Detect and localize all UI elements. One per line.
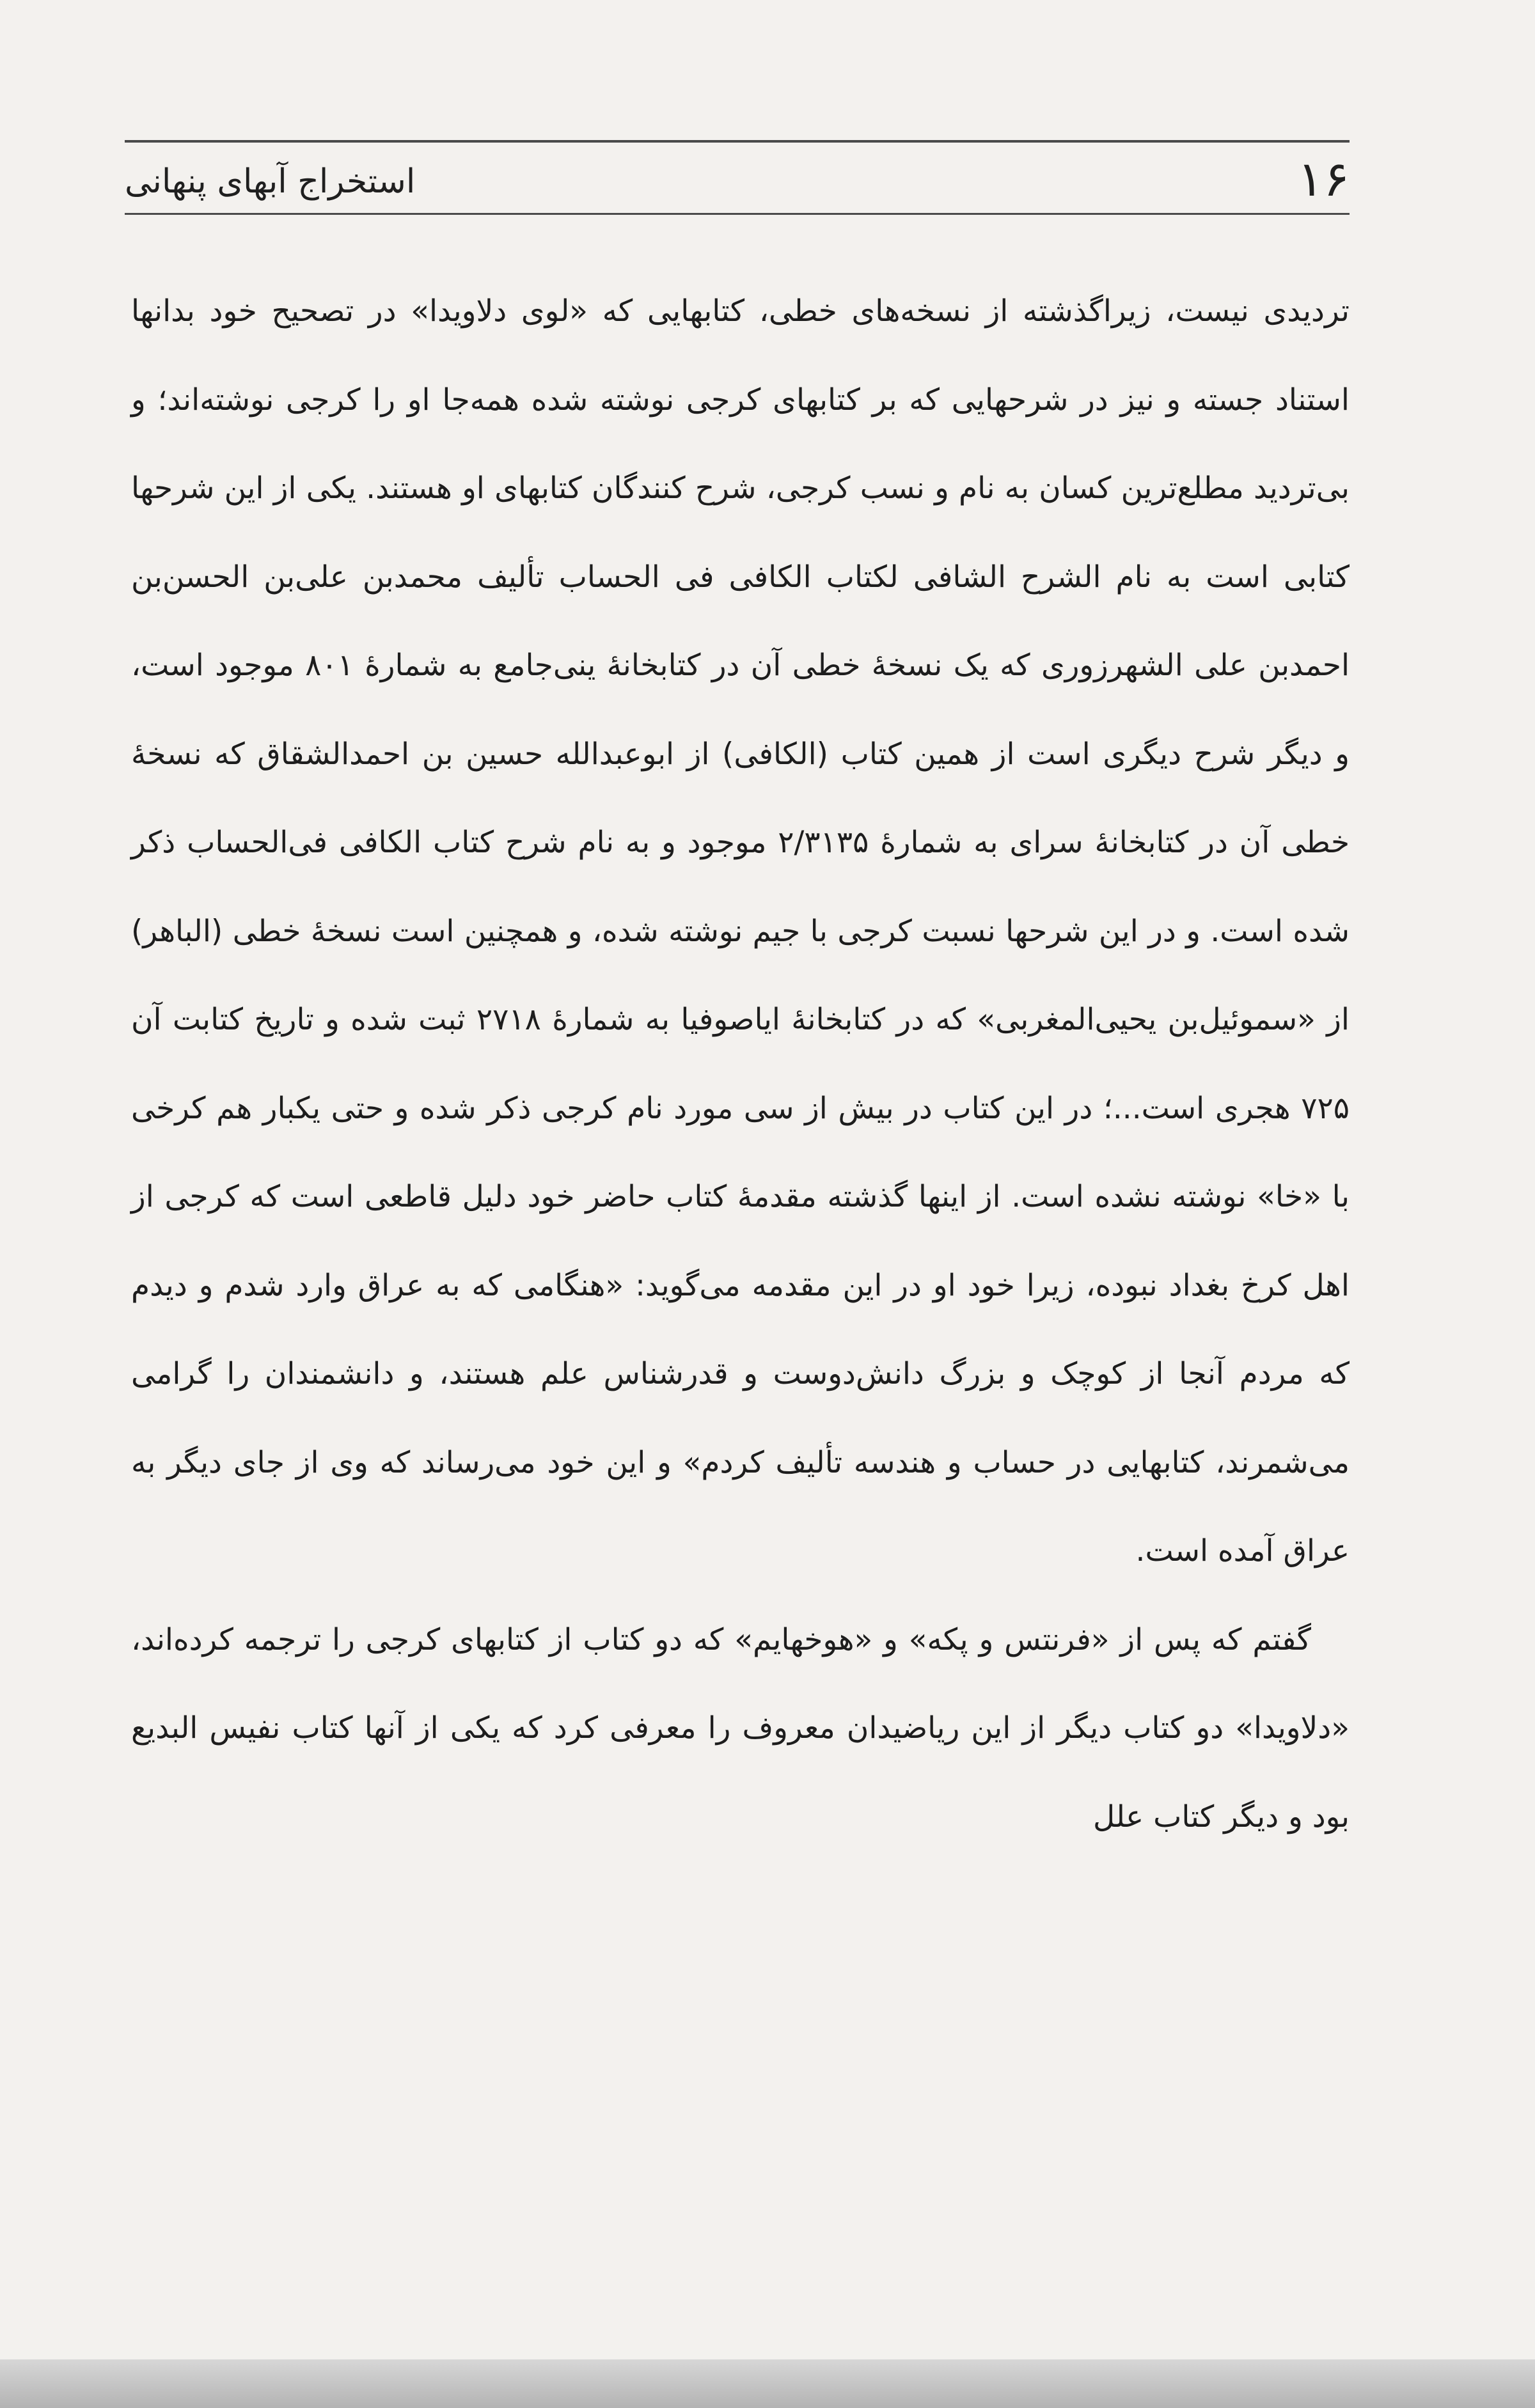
page-number: ۱۶ xyxy=(1297,150,1350,207)
running-title: استخراج آبهای پنهانی xyxy=(125,162,416,201)
header-top-rule xyxy=(125,140,1350,143)
header-bottom-rule xyxy=(125,213,1350,215)
paragraph: تردیدی نیست، زیراگذشته از نسخه‌های خطی، کتابهایی که «لوی دلاویدا» در تصحیح خود بدانها استناد جسته و نیز در شرحهایی که بر کتابهای کرجی نوشته شده همه‌جا او را کرجی نوشته‌اند؛ و بی‌تردید مطلع‌ترین کسان به نام و نسب کرجی، شرح کنندگان کتابهای او هستند. یکی از این شرحها کتابی است به نام الشرح الشافی لکتاب الکافی فی الحساب تألیف محمدبن علی‌بن الحسن‌بن احمدبن علی الشهرزوری که یک نسخهٔ خطی آن در کتابخانهٔ ینی‌جامع به شمارهٔ ۸۰۱ موجود است، و دیگر شرح دیگری است از همین کتاب (الکافی) از ابوعبدالله حسین بن احمدالشقاق که نسخهٔ خطی آن در کتابخانهٔ سرای به شمارهٔ ۲/۳۱۳۵ موجود و به نام شرح کتاب الکافی فی‌الحساب ذکر شده است. و در این شرحها نسبت کرجی با جیم نوشته شده، و همچنین است نسخهٔ خطی (الباهر) از «سموئیل‌بن یحیی‌المغربی» که در کتابخانهٔ ایاصوفیا به شمارهٔ ۲۷۱۸ ثبت شده و تاریخ کتابت آن ۷۲۵ هجری است...؛ در این کتاب در بیش از سی مورد نام کرجی ذکر شده و حتی یکبار هم کرخی با «خا» نوشته نشده است. از اینها گذشته مقدمهٔ کتاب حاضر خود دلیل قاطعی است که کرجی از اهل کرخ بغداد نبوده، زیرا خود او در این مقدمه می‌گوید: «هنگامی که به عراق وارد شدم و دیدم که مردم آنجا از کوچک و بزرگ دانش‌دوست و قدرشناس علم هستند، و دانشمندان را گرامی می‌شمرند، کتابهایی در حساب و هندسه تألیف کردم» و این خود می‌رساند که وی از جای دیگر به عراق آمده است. xyxy=(131,293,1350,1568)
paragraph: گفتم که پس از «فرنتس و پکه» و «هوخهایم» که دو کتاب از کتابهای کرجی را ترجمه کرده‌اند، «دلاویدا» دو کتاب دیگر از این ریاضیدان معروف را معرفی کرد که یکی از آنها کتاب نفیس البدیع بود و دیگر کتاب علل xyxy=(131,1622,1350,1834)
page-bottom-edge xyxy=(0,2359,1535,2408)
page-header xyxy=(125,131,1350,221)
body-text xyxy=(131,267,1350,1861)
